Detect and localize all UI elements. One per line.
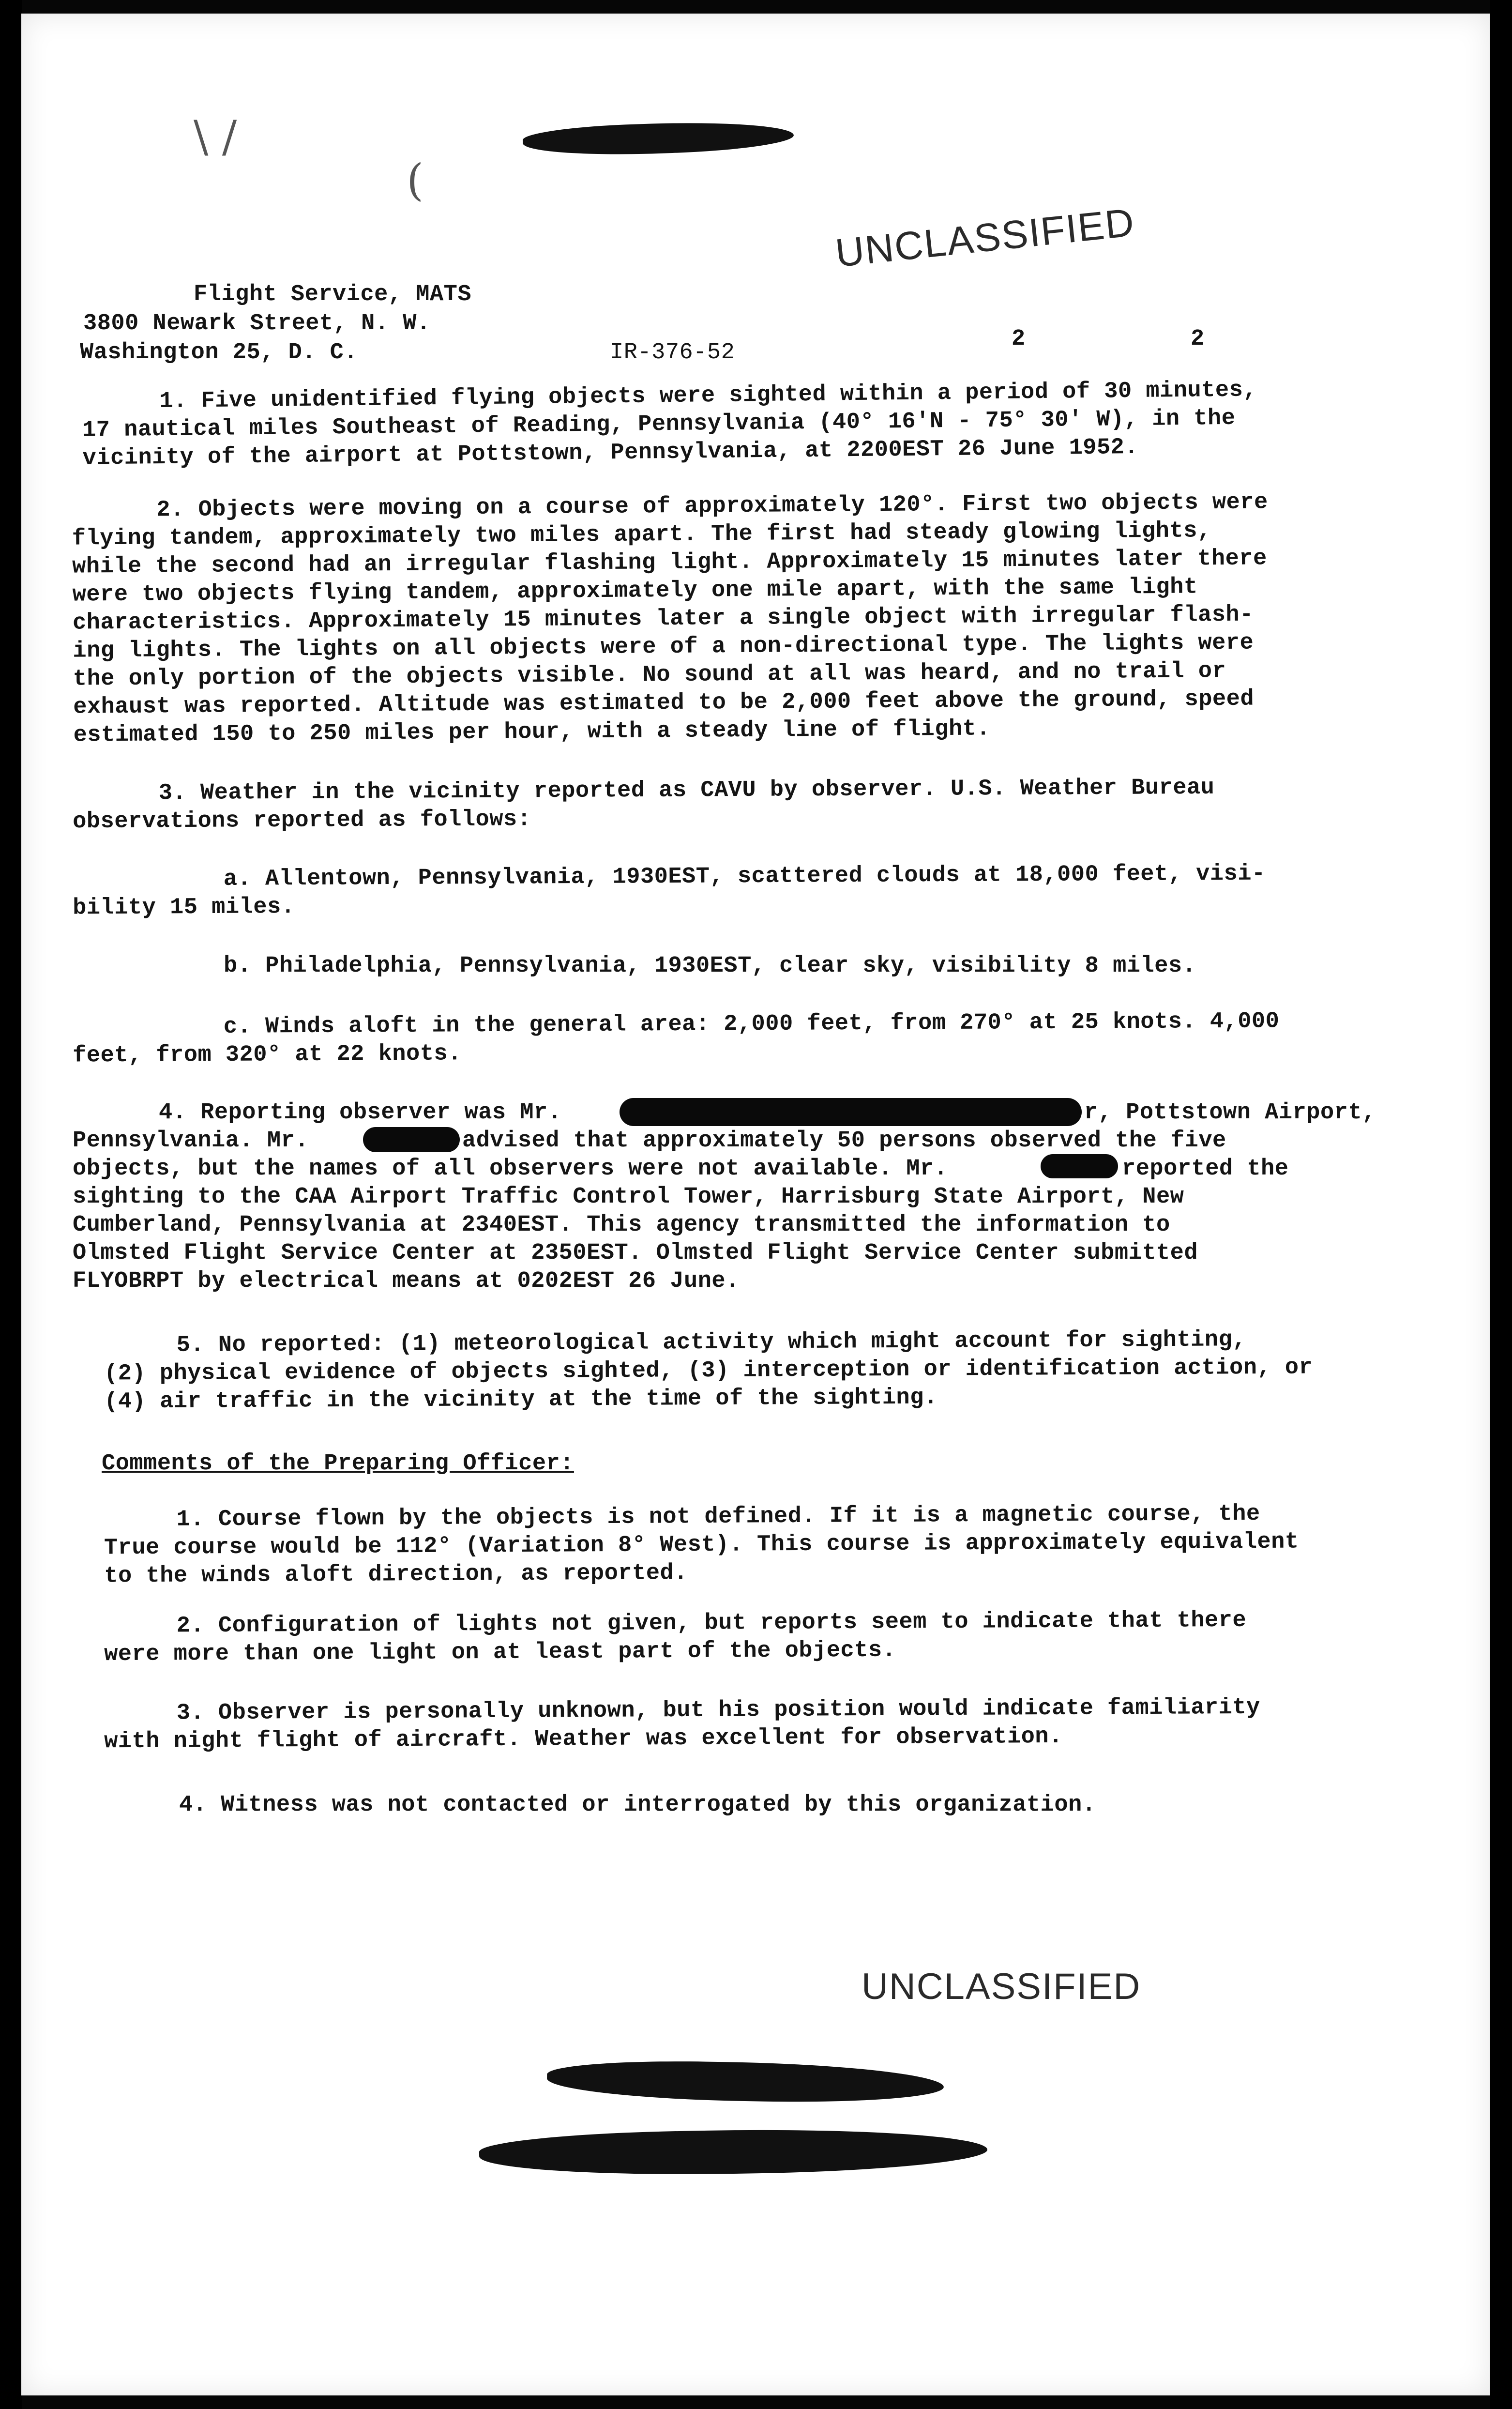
page-number: 2 — [1012, 326, 1026, 352]
header-unit: Flight Service, MATS — [194, 282, 472, 307]
paragraph-3a: a. Allentown, Pennsylvania, 1930EST, scattered clouds at 18,000 feet, visi- bility 15 miles. — [73, 861, 1266, 921]
paragraph-3c: c. Winds aloft in the general area: 2,000 feet, from 270° at 25 knots. 4,000 feet, from 320° at 22 knots. — [73, 1008, 1280, 1069]
paragraph-4-line-7: FLYOBRPT by electrical means at 0202EST 26 June. — [73, 1268, 740, 1294]
redaction-name — [1041, 1154, 1118, 1178]
redaction-name — [620, 1098, 1082, 1126]
paragraph-5: 5. No reported: (1) meteorological activity which might account for sighting, (2) physical evidence of objects sighted, (3) interception or identification action, or (4) air traffic in the vicinity at the time of the sighting. — [104, 1327, 1313, 1415]
paragraph-2: 2. Objects were moving on a course of approximately 120°. First two objects were flying tandem, approximately two miles apart. The first had steady glowing lights, while the second had an irregular flashing light. Approximately 15 minutes later there were two objects flying tandem, approximately one mile apart, with the same light characteristics. Approximately 15 minutes later a single object with irregular flash- ing lights. The lights on all objects were of a non-directional type. The lights were the only portion of the objects visible. No sound at all was heard, and no trail or exhaust was reported. Altitude was estimated to be 2,000 feet above the ground, speed estimated 150 to 250 miles per hour, with a steady line of flight. — [72, 489, 1268, 748]
paragraph-4-line-5: Cumberland, Pennsylvania at 2340EST. This agency transmitted the information to — [73, 1212, 1170, 1238]
classification-stamp-top: UNCLASSIFIED — [833, 200, 1137, 276]
classification-stamp-bottom: UNCLASSIFIED — [862, 1966, 1141, 2007]
comment-1: 1. Course flown by the objects is not defined. If it is a magnetic course, the True course would be 112° (Variation 8° West). This course is approximately equivalent to the winds aloft direction, as reported. — [104, 1501, 1299, 1589]
paragraph-3b: b. Philadelphia, Pennsylvania, 1930EST, clear sky, visibility 8 miles. — [224, 953, 1196, 979]
redaction-name — [363, 1127, 460, 1152]
paragraph-4-line-3: objects, but the names of all observers were not available. Mr. — [73, 1156, 948, 1182]
paragraph-1: 1. Five unidentified flying objects were sighted within a period of 30 minutes, 17 nautical miles Southeast of Reading, Pennsylvania (40° 16'N - 75° 30' W), in the vicinity of the airport at Pottstown, Pennsylvania, at 2200EST 26 June 1952. — [82, 377, 1257, 472]
header-city: Washington 25, D. C. — [80, 340, 358, 366]
handwritten-mark: \ / — [194, 111, 237, 162]
film-border-left — [0, 0, 22, 2409]
comment-4: 4. Witness was not contacted or interrogated by this organization. — [179, 1792, 1096, 1818]
paragraph-4-line-2b: advised that approximately 50 persons observed the five — [462, 1128, 1226, 1154]
comments-heading: Comments of the Preparing Officer: — [102, 1451, 574, 1477]
comment-3: 3. Observer is personally unknown, but his position would indicate familiarity with night flight of aircraft. Weather was excellent for observation. — [104, 1694, 1260, 1755]
comment-2: 2. Configuration of lights not given, but reports seem to indicate that there were more than one light on at least part of the objects. — [104, 1607, 1247, 1668]
paragraph-4-line-1a: 4. Reporting observer was Mr. — [159, 1100, 562, 1126]
paragraph-4-line-6: Olmsted Flight Service Center at 2350EST. Olmsted Flight Service Center submitted — [73, 1240, 1198, 1266]
paragraph-3: 3. Weather in the vicinity reported as CAVU by observer. U.S. Weather Bureau observations reported as follows: — [73, 775, 1215, 835]
paragraph-4-line-3b: reported the — [1122, 1156, 1289, 1182]
header-street: 3800 Newark Street, N. W. — [83, 311, 431, 336]
report-number: IR-376-52 — [610, 340, 735, 366]
paragraph-4-line-4: sighting to the CAA Airport Traffic Control Tower, Harrisburg State Airport, New — [73, 1184, 1184, 1210]
film-border-right — [1490, 0, 1512, 2409]
paragraph-4-line-1b: r, Pottstown Airport, — [1084, 1100, 1376, 1126]
page-number-copy: 2 — [1191, 326, 1205, 352]
paragraph-4-line-2a: Pennsylvania. Mr. — [73, 1128, 309, 1154]
handwritten-mark: ( — [407, 155, 424, 206]
